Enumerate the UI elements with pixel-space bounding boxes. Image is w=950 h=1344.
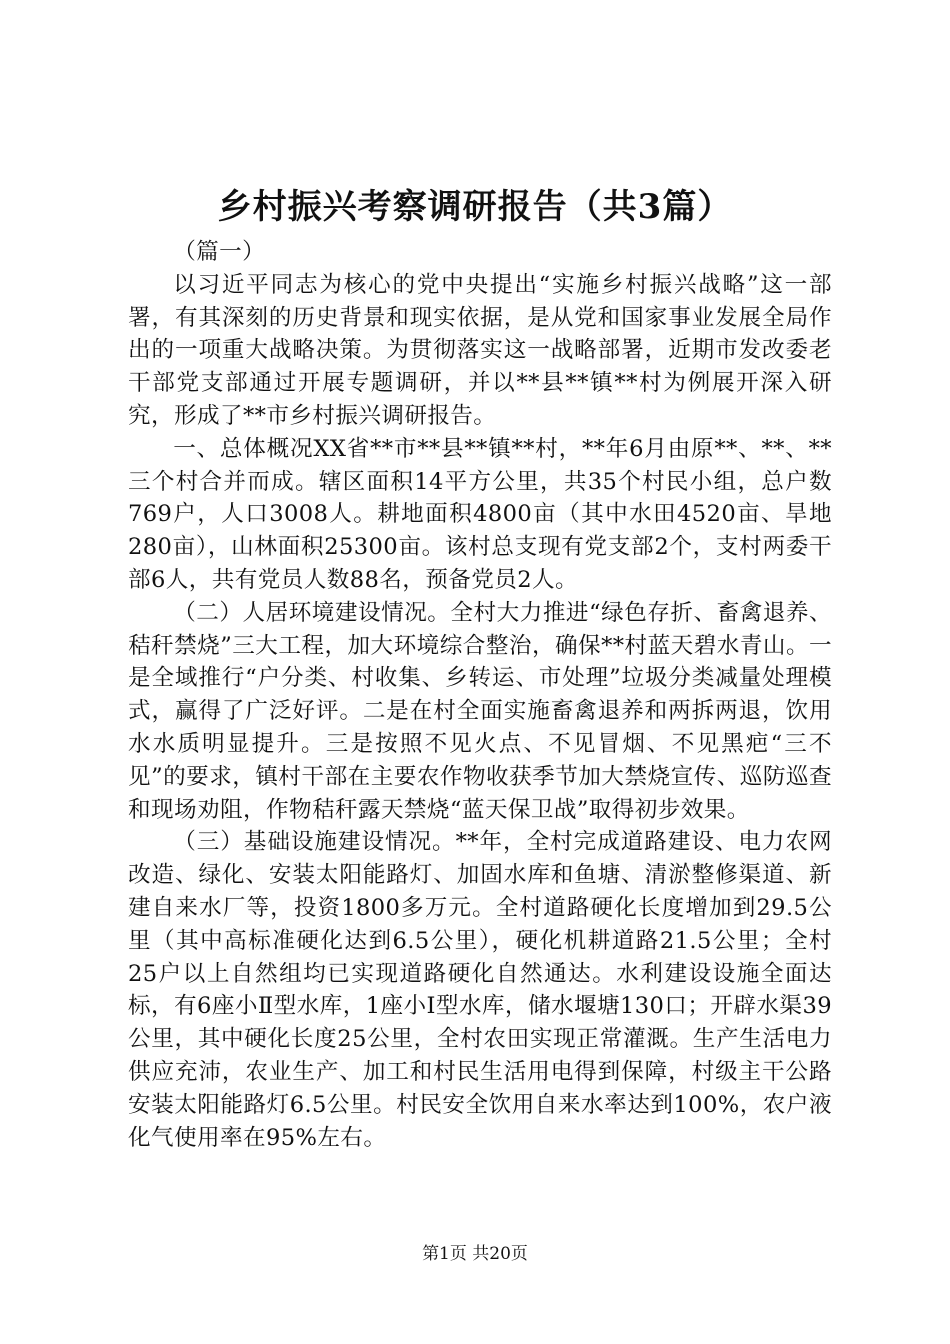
page-footer: 第1页 共20页 [422,1244,528,1264]
section-label: （篇一） [173,239,266,265]
paragraph-intro: 以习近平同志为核心的党中央提出“实施乡村振兴战略”这一部署，有其深刻的历史背景和现实依据，是从党和国家事业发展全局作出的一项重大战略决策。为贯彻落实这一战略部署，近期市发改委老干部党支部通过开展专题调研，并以**县**镇**村为例展开深入研究，形成了**市乡村振兴调研报告。 [128,271,832,429]
paragraph-overview: 一、总体概况XX省**市**县**镇**村，**年6月由原**、**、**三个村合并而成。辖区面积14平方公里，共35个村民小组，总户数769户，人口3008人。耕地面积4800亩（其中水田4520亩、旱地280亩），山林面积25300亩。该村总支现有党支部2个，支村两委干部6人，共有党员人数88名，预备党员2人。 [128,435,832,593]
paragraph-infrastructure: （三）基础设施建设情况。**年，全村完成道路建设、电力农网改造、绿化、安装太阳能路灯、加固水库和鱼塘、清淤整修渠道、新建自来水厂等，投资1800多万元。全村道路硬化长度增加到29.5公里（其中高标准硬化达到6.5公里），硬化机耕道路21.5公里；全村25户以上自然组均已实现道路硬化自然通达。水利建设设施全面达标，有6座小Ⅱ型水库，1座小Ⅰ型水库，储水堰塘130口；开辟水渠39公里，其中硬化长度25公里，全村农田实现正常灌溉。生产生活电力供应充沛，农业生产、加工和村民生活用电得到保障，村级主干公路安装太阳能路灯6.5公里。村民安全饮用自来水率达到100%，农户液化气使用率在95%左右。 [128,829,832,1151]
paragraph-environment: （二）人居环境建设情况。全村大力推进“绿色存折、畜禽退养、秸秆禁烧”三大工程，加大环境综合整治，确保**村蓝天碧水青山。一是全域推行“户分类、村收集、乡转运、市处理”垃圾分类减量处理模式，赢得了广泛好评。二是在村全面实施畜禽退养和两拆两退，饮用水水质明显提升。三是按照不见火点、不见冒烟、不见黑疤“三不见”的要求，镇村干部在主要农作物收获季节加大禁烧宣传、巡防巡查和现场劝阻，作物秸秆露天禁烧“蓝天保卫战”取得初步效果。 [128,599,832,823]
document-body [128,236,832,1154]
document-title: 乡村振兴考察调研报告（共3篇） [217,187,733,227]
